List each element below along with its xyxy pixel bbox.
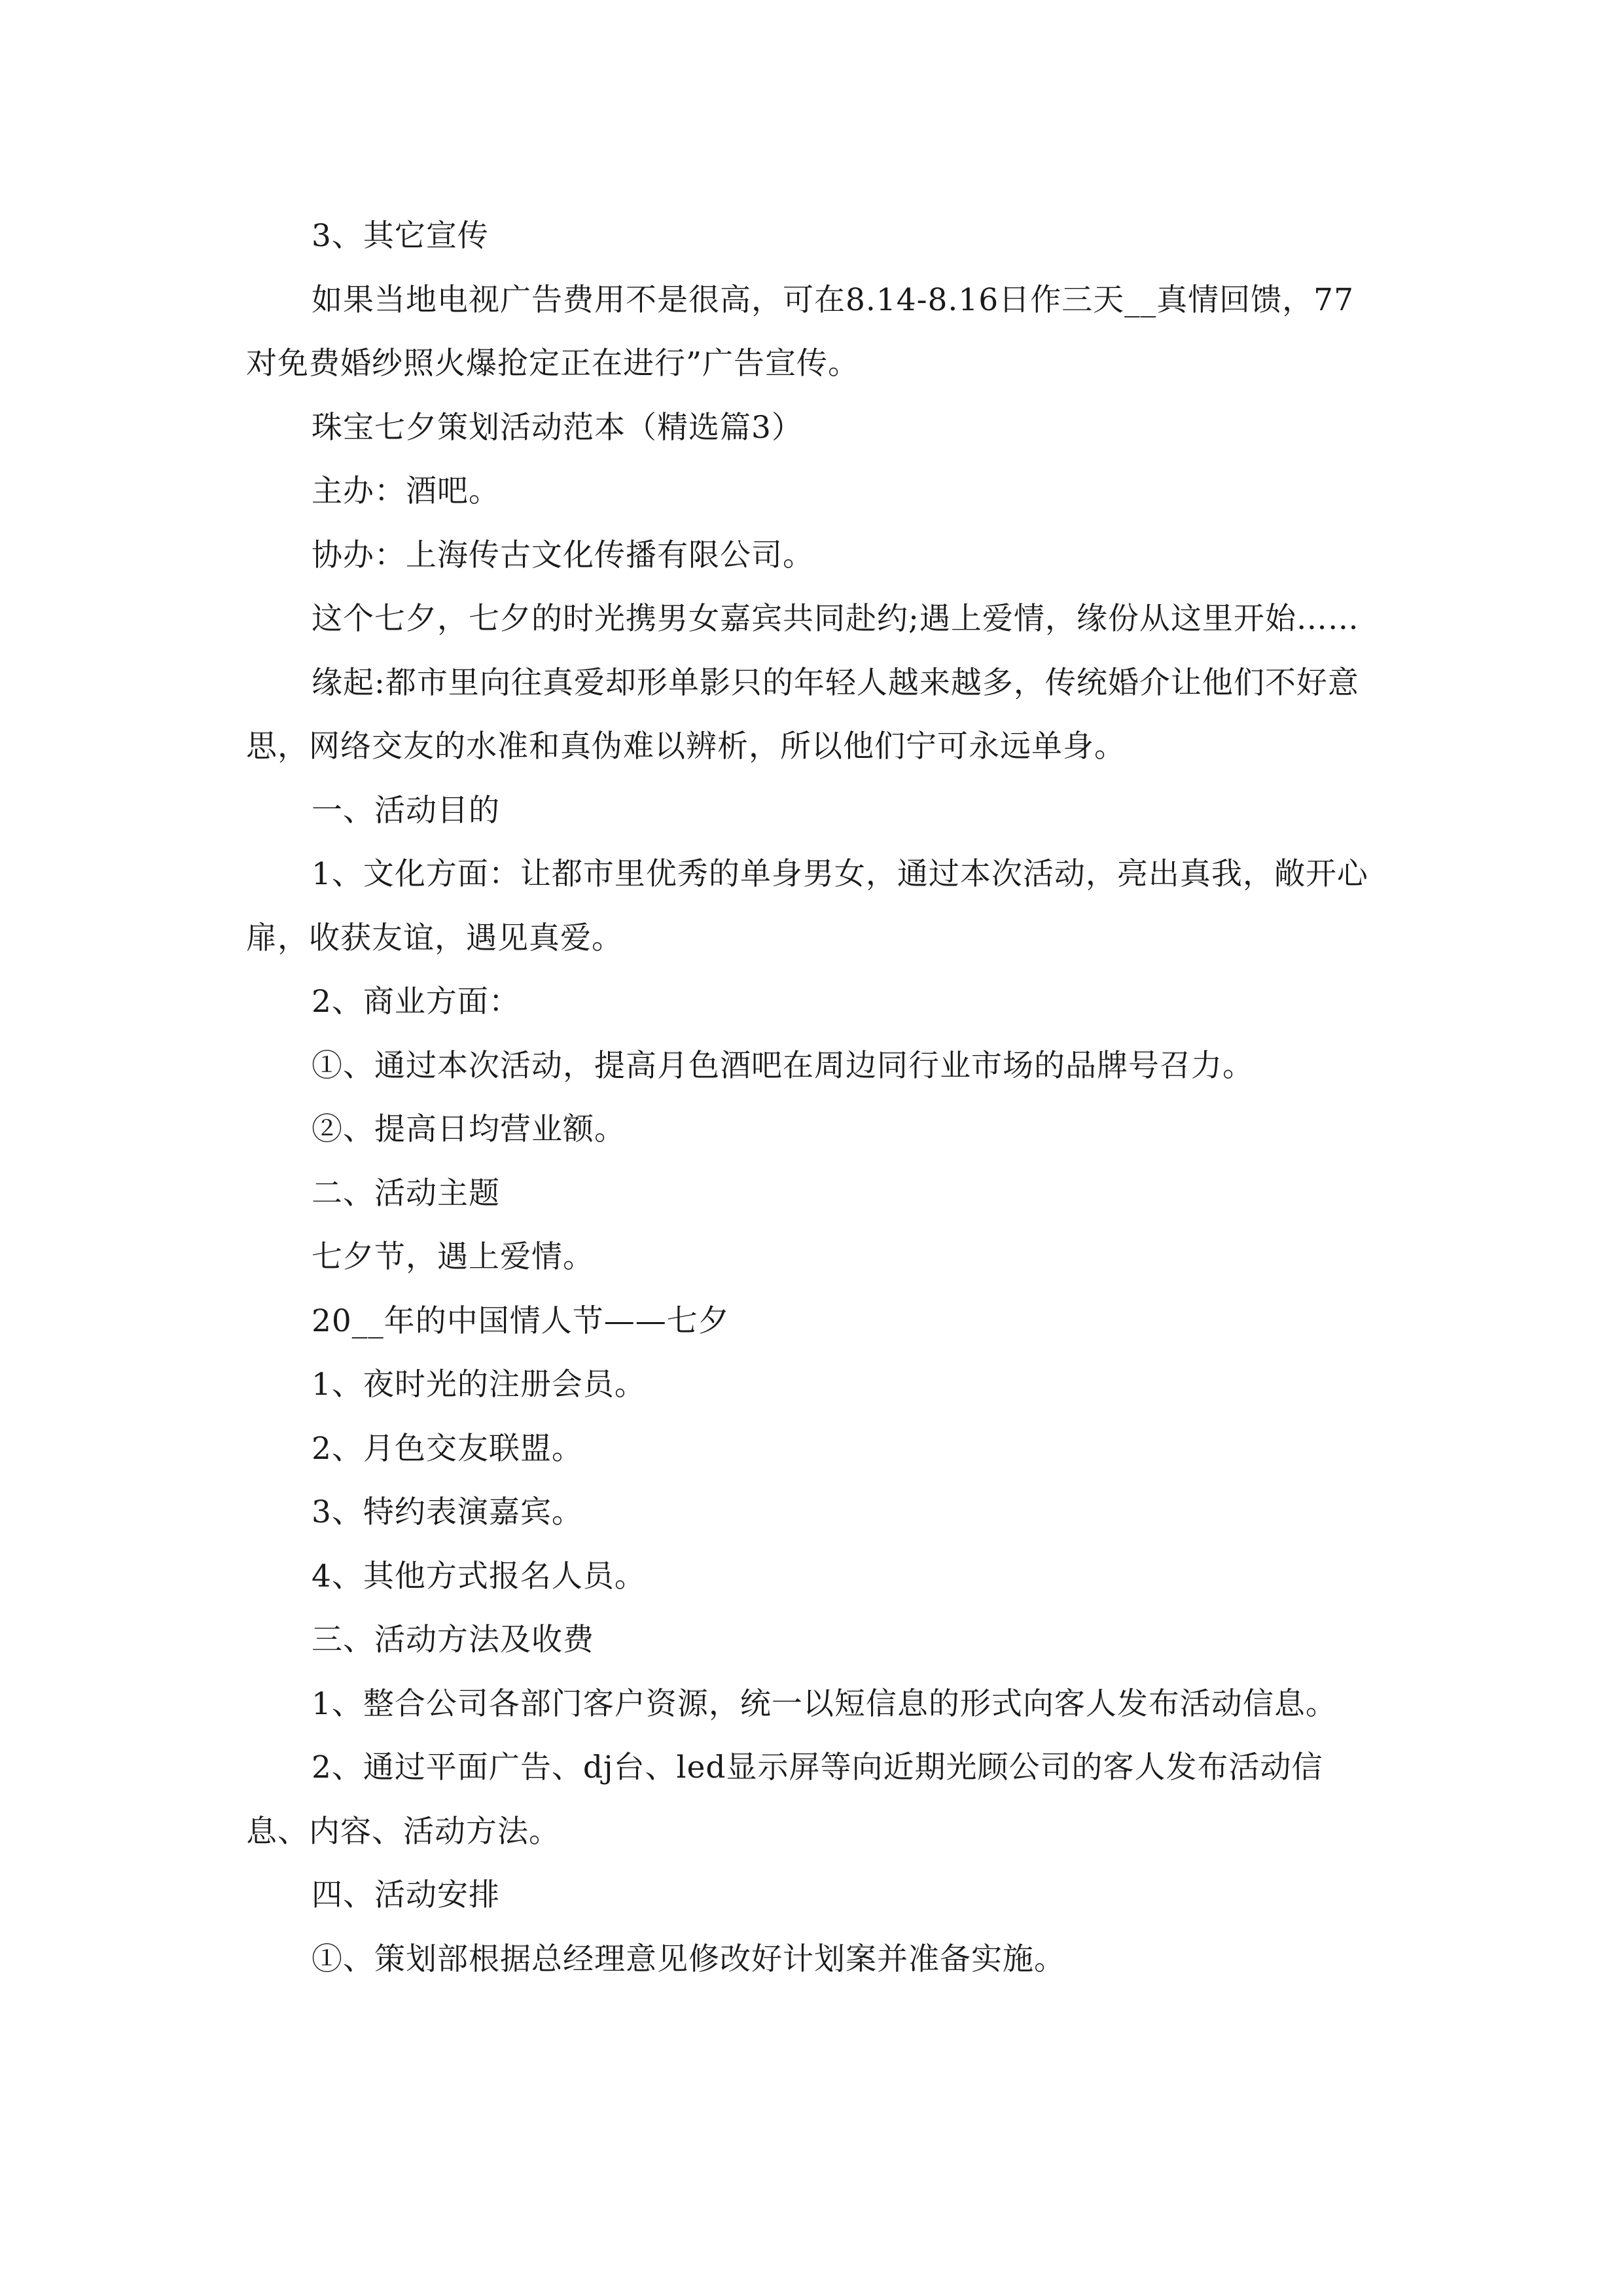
section-heading: 3、其它宣传: [312, 218, 489, 254]
section-heading: 一、活动目的: [312, 792, 500, 829]
section-heading: 二、活动主题: [312, 1175, 500, 1211]
list-item: 1、夜时光的注册会员。: [312, 1367, 646, 1403]
document-body: [246, 204, 1377, 1991]
paragraph: 2、商业方面：: [312, 984, 520, 1020]
list-item: 4、其他方式报名人员。: [312, 1558, 646, 1594]
list-item: 1、整合公司各部门客户资源，统一以短信息的形式向客人发布活动信息。: [312, 1685, 1337, 1722]
paragraph: 缘起:都市里向往真爱却形单影只的年轻人越来越多，传统婚介让他们不好意思，网络交友的水准和真伪难以辨析，所以他们宁可永远单身。: [246, 664, 1359, 764]
list-item: ①、通过本次活动，提高月色酒吧在周边同行业市场的品牌号召力。: [312, 1047, 1254, 1084]
section-heading: 三、活动方法及收费: [312, 1622, 594, 1658]
list-item: 2、月色交友联盟。: [312, 1430, 583, 1467]
paragraph: 主办：酒吧。: [312, 473, 500, 509]
paragraph: 1、文化方面：让都市里优秀的单身男女，通过本次活动，亮出真我，敞开心扉，收获友谊，遇见真爱。: [246, 856, 1368, 956]
paragraph: 如果当地电视广告费用不是很高，可在8.14-8.16日作三天__真情回馈，77对免费婚纱照火爆抢定正在进行”广告宣传。: [246, 281, 1354, 382]
list-item: ②、提高日均营业额。: [312, 1111, 626, 1147]
paragraph: 七夕节，遇上爱情。: [312, 1239, 594, 1275]
list-item: 3、特约表演嘉宾。: [312, 1494, 583, 1530]
paragraph: 协办：上海传古文化传播有限公司。: [312, 537, 814, 573]
paragraph: 20__年的中国情人节——七夕: [312, 1302, 730, 1339]
list-item: ①、策划部根据总经理意见修改好计划案并准备实施。: [312, 1941, 1065, 1977]
paragraph: 这个七夕，七夕的时光携男女嘉宾共同赴约;遇上爱情，缘份从这里开始……: [312, 601, 1359, 637]
document-title: 珠宝七夕策划活动范本（精选篇3）: [312, 409, 803, 446]
list-item: 2、通过平面广告、dj台、led显示屏等向近期光顾公司的客人发布活动信息、内容、活动方法。: [246, 1749, 1323, 1850]
section-heading: 四、活动安排: [312, 1877, 500, 1913]
